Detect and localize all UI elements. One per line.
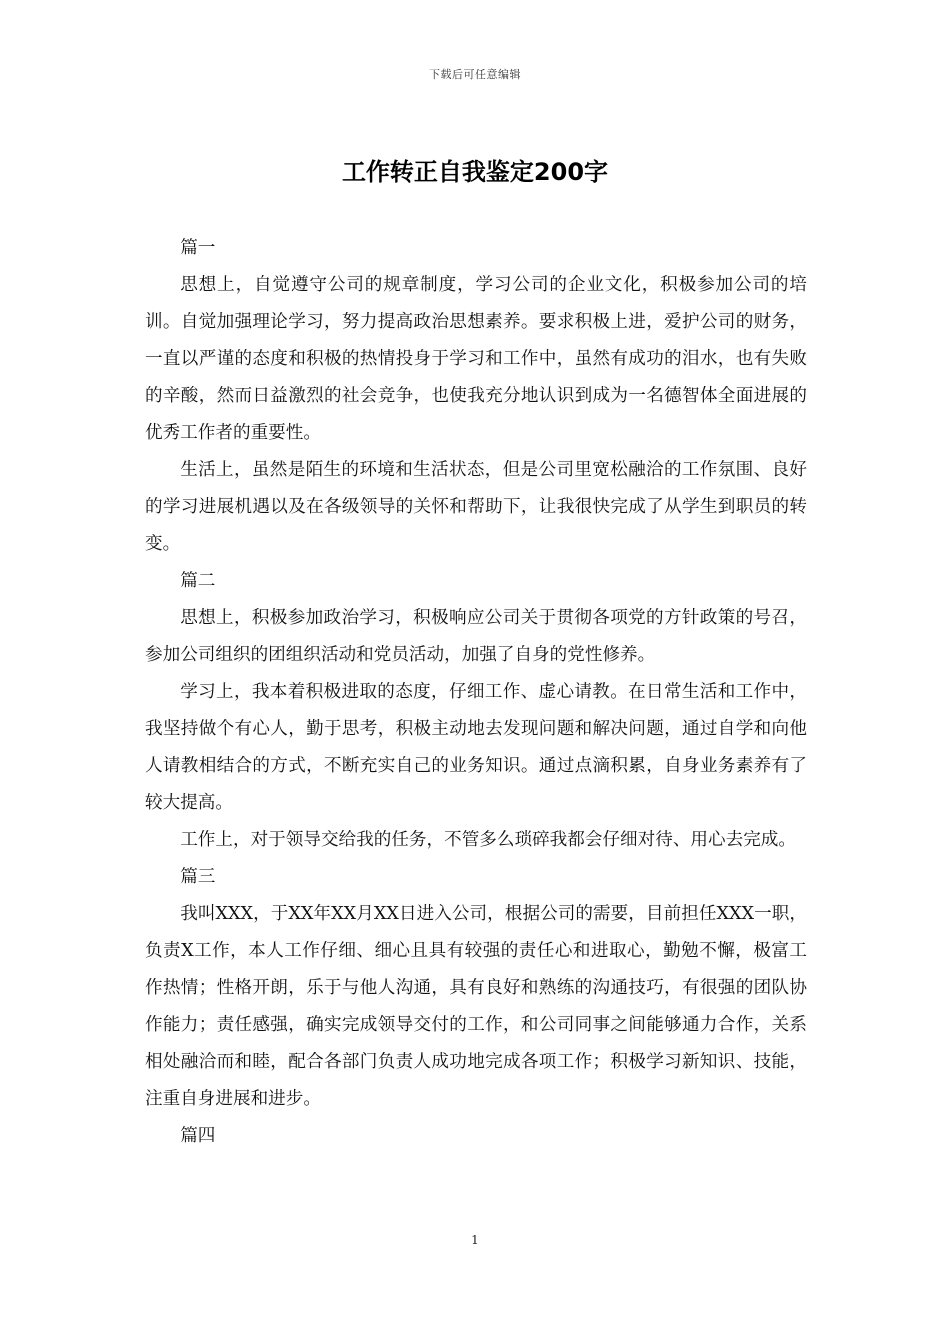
paragraph: 思想上，自觉遵守公司的规章制度，学习公司的企业文化，积极参加公司的培训。自觉加强理论学习，努力提高政治思想素养。要求积极上进，爱护公司的财务，一直以严谨的态度和积极的热情投身于学习和工作中，虽然有成功的泪水，也有失败的辛酸，然而日益激烈的社会竞争，也使我充分地认识到成为一名德智体全面进展的优秀工作者的重要性。 [145,275,807,443]
document-body [145,230,807,1155]
section-heading: 篇一 [180,238,216,258]
document-title: 工作转正自我鉴定200字 [341,158,609,186]
paragraph: 我叫XXX，于XX年XX月XX日进入公司，根据公司的需要，目前担任XXX一职，负责X工作，本人工作仔细、细心且具有较强的责任心和进取心，勤勉不懈，极富工作热情；性格开朗，乐于与他人沟通，具有良好和熟练的沟通技巧，有很强的团队协作能力；责任感强，确实完成领导交付的工作，和公司同事之间能够通力合作，关系相处融洽而和睦，配合各部门负责人成功地完成各项工作；积极学习新知识、技能，注重自身进展和进步。 [145,904,807,1109]
page-header: 下载后可任意编辑 [429,68,521,81]
paragraph: 生活上，虽然是陌生的环境和生活状态，但是公司里宽松融洽的工作氛围、良好的学习进展机遇以及在各级领导的关怀和帮助下，让我很快完成了从学生到职员的转变。 [145,460,807,554]
section-heading: 篇四 [180,1126,216,1146]
section-heading: 篇二 [180,571,216,591]
page-number: 1 [471,1233,479,1247]
paragraph: 思想上，积极参加政治学习，积极响应公司关于贯彻各项党的方针政策的号召，参加公司组织的团组织活动和党员活动，加强了自身的党性修养。 [145,608,807,665]
section-heading: 篇三 [180,867,216,887]
paragraph: 学习上，我本着积极进取的态度，仔细工作、虚心请教。在日常生活和工作中，我坚持做个有心人，勤于思考，积极主动地去发现问题和解决问题，通过自学和向他人请教相结合的方式，不断充实自己的业务知识。通过点滴积累，自身业务素养有了较大提高。 [145,682,807,813]
paragraph: 工作上，对于领导交给我的任务，不管多么琐碎我都会仔细对待、用心去完成。 [180,830,796,850]
